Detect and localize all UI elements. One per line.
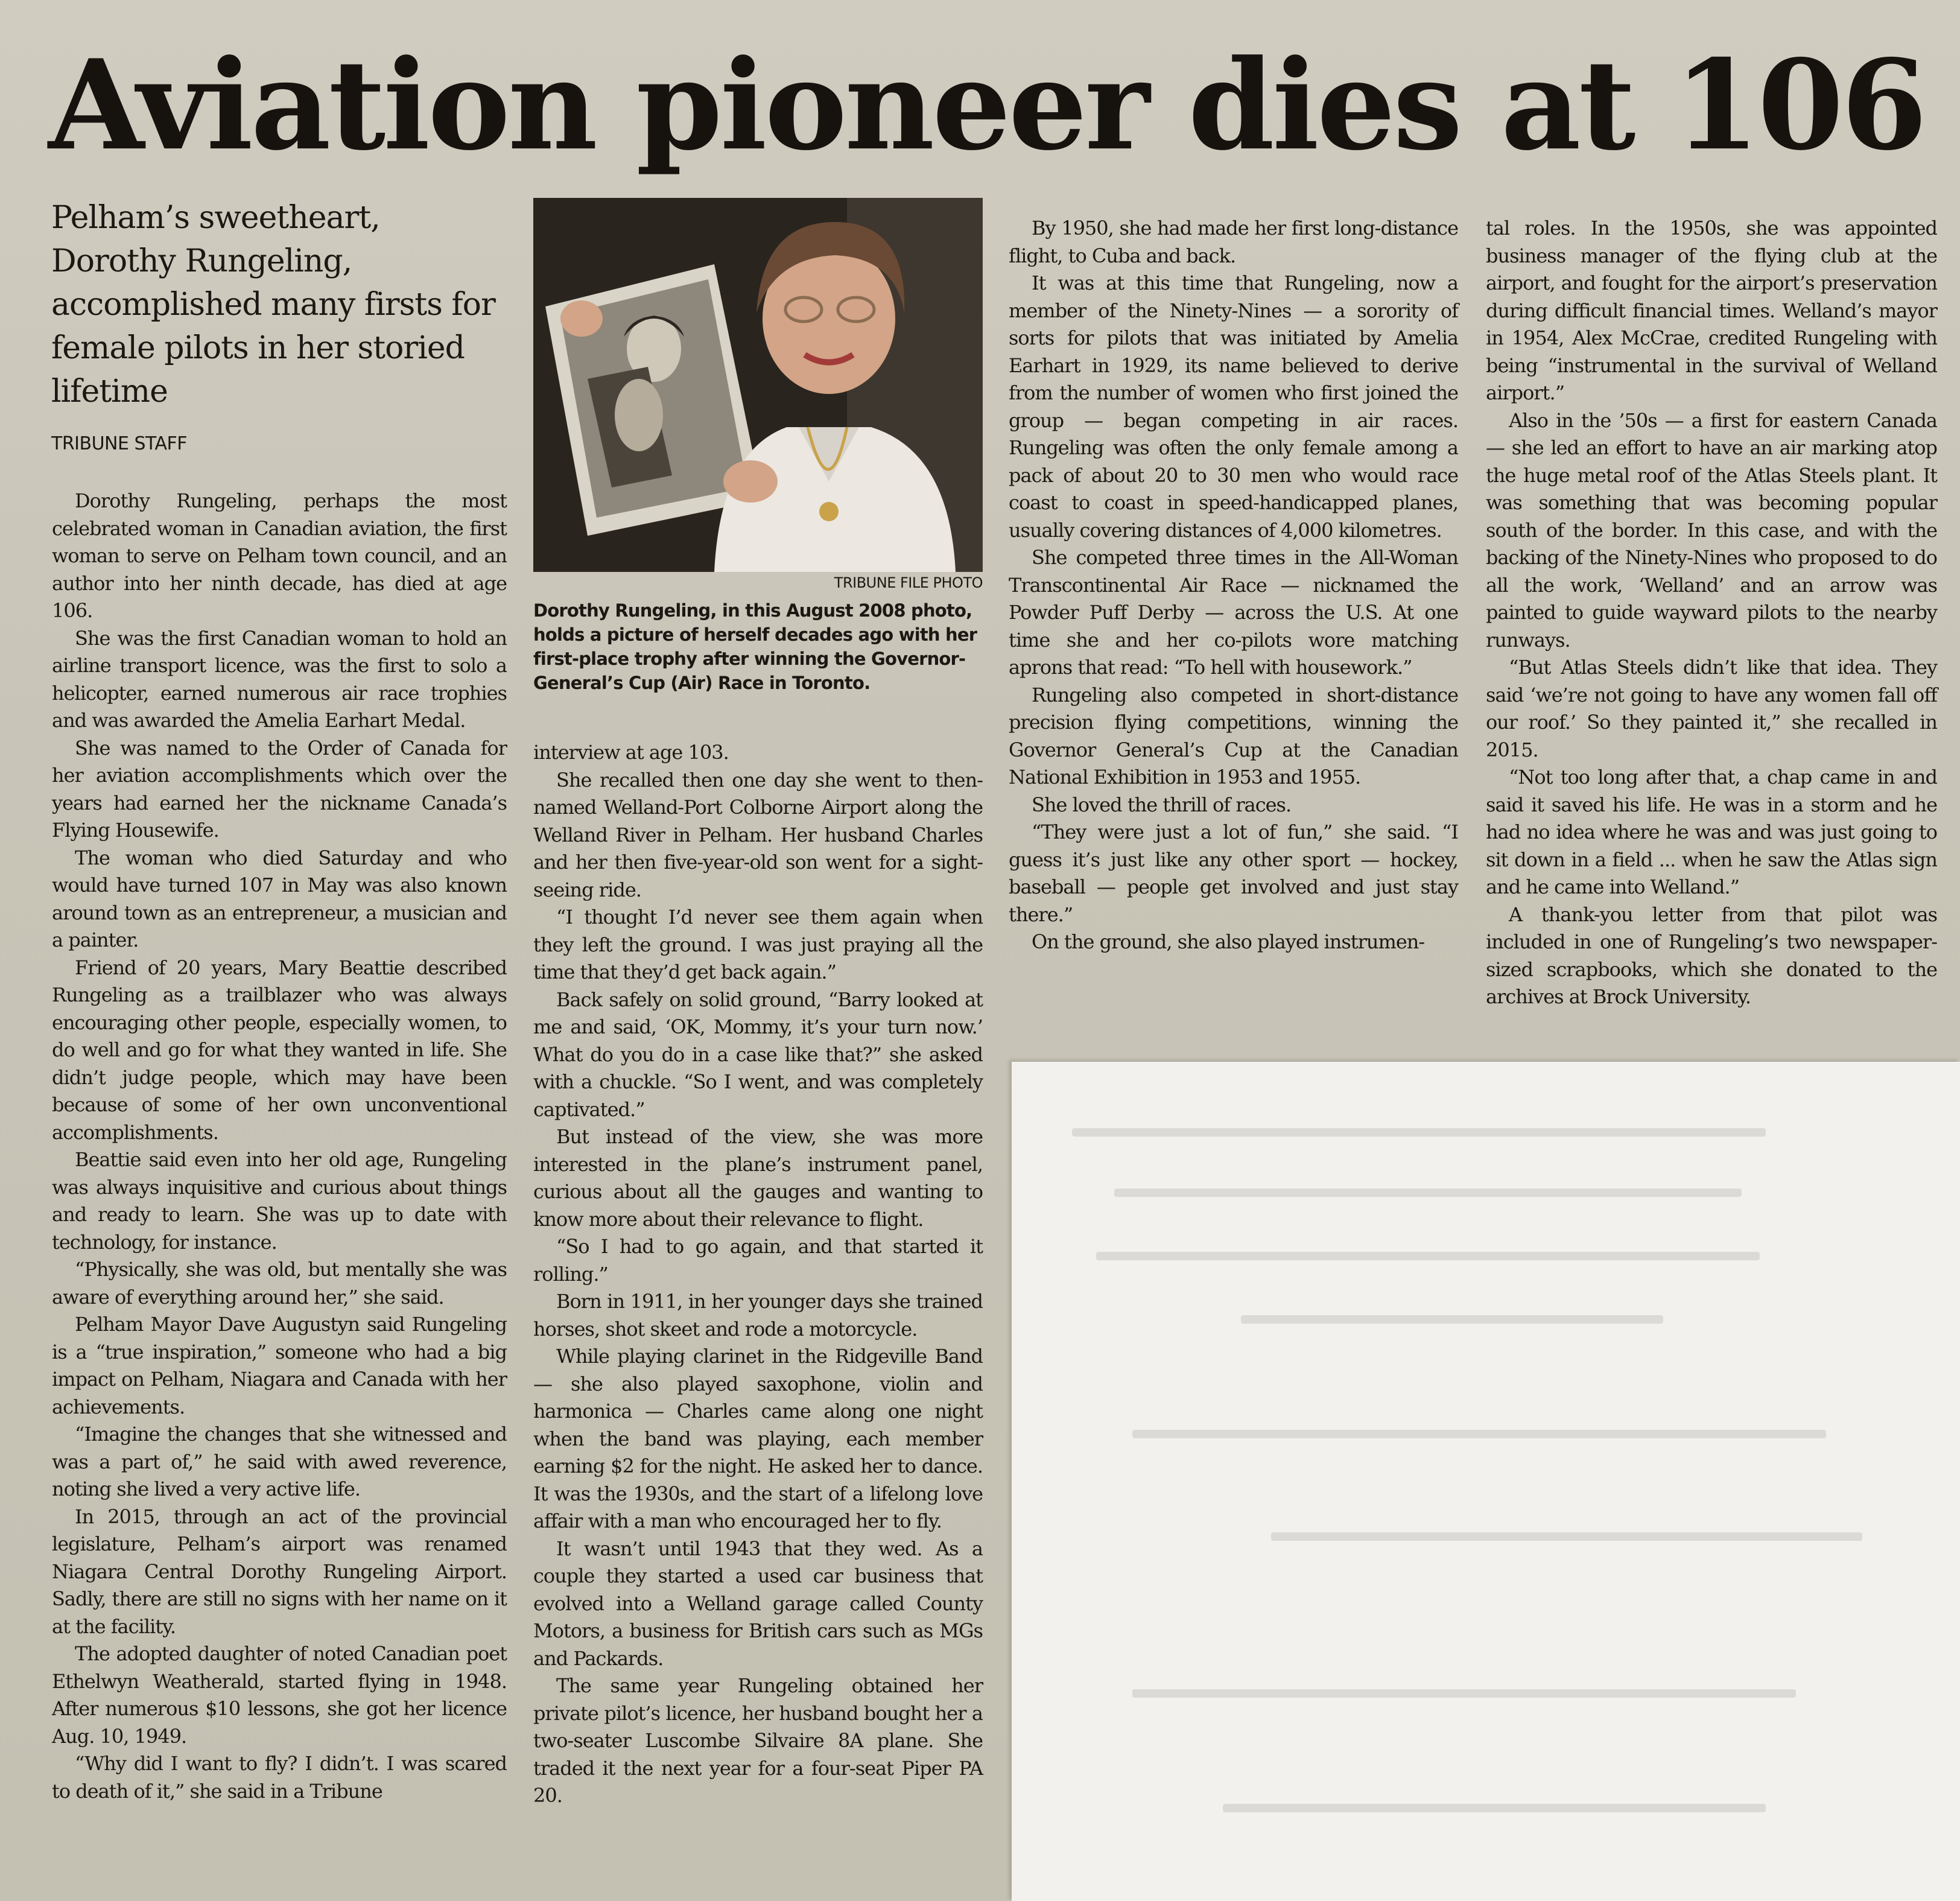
paragraph: The woman who died Saturday and who would have turned 107 in May was also known around town as an entrepreneur, a musician and a painter. bbox=[52, 846, 507, 951]
byline: TRIBUNE STAFF bbox=[51, 433, 188, 454]
paragraph: She was named to the Order of Canada for her aviation accomplishments which over the years had earned her the nickname Canada’s Flying Housewife. bbox=[52, 736, 507, 842]
paragraph: Pelham Mayor Dave Augustyn said Rungeling is a “true inspiration,” someone who had a big impact on Pelham, Niagara and Canada with her achievements. bbox=[52, 1313, 507, 1418]
paragraph: “Not too long after that, a chap came in and said it saved his life. He was in a storm and he had no idea where he was and was just going to sit down in a field ... when he saw the Atlas sign and he came into Welland.” bbox=[1486, 766, 1937, 898]
paragraph: The adopted daughter of noted Canadian poet Ethelwyn Weatherald, started flying in 1948. After numerous $10 lessons, she got her licence Aug. 10, 1949. bbox=[52, 1642, 507, 1748]
paragraph: It was at this time that Rungeling, now a member of the Ninety-Nines — a sorority of sorts for pilots that was initiated by Amelia Earhart in 1929, its name believed to derive from the number of women who first joined the group — began competing in air races. Rungeling was often the only female among a pack of about 20 to 30 men who would race coast to coast in speed-handicapped planes, usually covering distances of 4,000 kilometres. bbox=[1009, 271, 1458, 542]
paragraph: She recalled then one day she went to then-named Welland-Port Colborne Airport along the Welland River in Pelham. Her husband Charles and her then five-year-old son went for a sight-seeing ride. bbox=[533, 768, 983, 901]
paragraph: It wasn’t until 1943 that they wed. As a couple they started a used car business that evolved into a Welland garage called County Motors, a business for British cars such as MGs and Packards. bbox=[533, 1537, 983, 1670]
paragraph: “Imagine the changes that she witnessed and was a part of,” he said with awed reverence, noting she lived a very active life. bbox=[52, 1423, 507, 1500]
paragraph: Beattie said even into her old age, Rungeling was always inquisitive and curious about things and ready to learn. She was up to date with technology, for instance. bbox=[52, 1148, 507, 1254]
paragraph: But instead of the view, she was more interested in the plane’s instrument panel, curious about all the gauges and wanting to know more about their relevance to flight. bbox=[533, 1125, 983, 1231]
faint-bleed-through bbox=[1012, 1062, 1960, 1901]
paragraph: tal roles. In the 1950s, she was appointed business manager of the flying club at the airport, and fought for the airport’s preservation during difficult financial times. Welland’s mayor in 1954, Alex McCrae, credited Rungeling with being “instrumental in the survival of Welland airport.” bbox=[1486, 217, 1937, 404]
paragraph: On the ground, she also played instrumen- bbox=[1032, 930, 1425, 953]
paragraph: “They were just a lot of fun,” she said. “I guess it’s just like any other sport — hockey, baseball — people get involved and just stay there.” bbox=[1009, 820, 1458, 926]
photo-dorothy-rungeling bbox=[533, 198, 983, 572]
photo-caption: Dorothy Rungeling, in this August 2008 photo, holds a picture of herself decades ago with her first-place trophy after winning the Governor-General’s Cup (Air) Race in Toronto. bbox=[533, 600, 977, 693]
paragraph: Dorothy Rungeling, perhaps the most celebrated woman in Canadian aviation, the first woman to serve on Pelham town council, and an author into her ninth decade, has died at age 106. bbox=[52, 489, 507, 622]
deck-subheadline: Pelham’s sweetheart, Dorothy Rungeling, accomplished many firsts for female pilots in her storied lifetime bbox=[51, 200, 495, 410]
paragraph: Rungeling also competed in short-distance precision flying competitions, winning the Governor General’s Cup at the Canadian National Exhibition in 1953 and 1955. bbox=[1009, 683, 1458, 789]
backing-paper-overlay bbox=[1012, 1062, 1960, 1901]
paragraph: By 1950, she had made her first long-distance flight, to Cuba and back. bbox=[1009, 217, 1458, 267]
article-column-1 bbox=[52, 487, 507, 1805]
article-column-4 bbox=[1486, 215, 1937, 1011]
paragraph: “Physically, she was old, but mentally she was aware of everything around her,” she said. bbox=[52, 1258, 507, 1309]
article-column-3 bbox=[1009, 215, 1458, 956]
paragraph: A thank-you letter from that pilot was included in one of Rungeling’s two newspaper-sized scrapbooks, which she donated to the archives at Brock University. bbox=[1486, 903, 1937, 1008]
article-column-2 bbox=[533, 739, 983, 1810]
paragraph: While playing clarinet in the Ridgeville Band — she also played saxophone, violin and harmonica — Charles came along one night when the band was playing, each member earning $2 for the night. He asked her to dance. It was the 1930s, and the start of a lifelong love affair with a man who encouraged her to fly. bbox=[533, 1345, 983, 1532]
paragraph: “So I had to go again, and that started it rolling.” bbox=[533, 1235, 983, 1286]
photo-illustration bbox=[533, 198, 983, 572]
paragraph: Born in 1911, in her younger days she trained horses, shot skeet and rode a motorcycle. bbox=[533, 1290, 983, 1341]
paragraph: Also in the ’50s — a first for eastern Canada — she led an effort to have an air marking atop the huge metal roof of the Atlas Steels plant. It was something that was becoming popular south of the border. In this case, and with the backing of the Ninety-Nines who proposed to do all the work, ‘Welland’ and an arrow was painted to guide wayward pilots to the nearby runways. bbox=[1486, 408, 1937, 652]
paragraph: She loved the thrill of races. bbox=[1032, 793, 1292, 816]
paragraph: She competed three times in the All-Woman Transcontinental Air Race — nicknamed the Powder Puff Derby — across the U.S. At one time she and her co-pilots wore matching aprons that read: “To hell with housework.” bbox=[1009, 546, 1458, 679]
paragraph: In 2015, through an act of the provincial legislature, Pelham’s airport was renamed Niagara Central Dorothy Rungeling Airport. Sadly, there are still no signs with her name on it at the facility. bbox=[52, 1505, 507, 1638]
paragraph: “But Atlas Steels didn’t like that idea. They said ‘we’re not going to have any women fall off our roof.’ So they painted it,” she recalled in 2015. bbox=[1486, 656, 1937, 761]
paragraph: “I thought I’d never see them again when they left the ground. I was just praying all the time that they’d get back again.” bbox=[533, 906, 983, 983]
paragraph: Friend of 20 years, Mary Beattie described Rungeling as a trailblazer who was always encouraging other people, especially women, to do well and go for what they wanted in life. She didn’t judge people, which may have been because of some of her own unconventional accomplishments. bbox=[52, 956, 507, 1144]
paragraph: “Why did I want to fly? I didn’t. I was scared to death of it,” she said in a Tribune bbox=[52, 1752, 507, 1803]
paragraph: interview at age 103. bbox=[533, 741, 729, 764]
headline: Aviation pioneer dies at 106 bbox=[48, 33, 1925, 178]
paragraph: The same year Rungeling obtained her private pilot’s licence, her husband bought her a two-seater Luscombe Silvaire 8A plane. She traded it the next year for a four-seat Piper PA 20. bbox=[533, 1674, 983, 1807]
paragraph: Back safely on solid ground, “Barry looked at me and said, ‘OK, Mommy, it’s your turn now.’ What do you do in a case like that?” she asked with a chuckle. “So I went, and was completely captivated.” bbox=[533, 988, 983, 1121]
photo-credit: TRIBUNE FILE PHOTO bbox=[834, 574, 983, 591]
paragraph: She was the first Canadian woman to hold an airline transport licence, was the first to solo a helicopter, earned numerous air race trophies and was awarded the Amelia Earhart Medal. bbox=[52, 626, 507, 732]
